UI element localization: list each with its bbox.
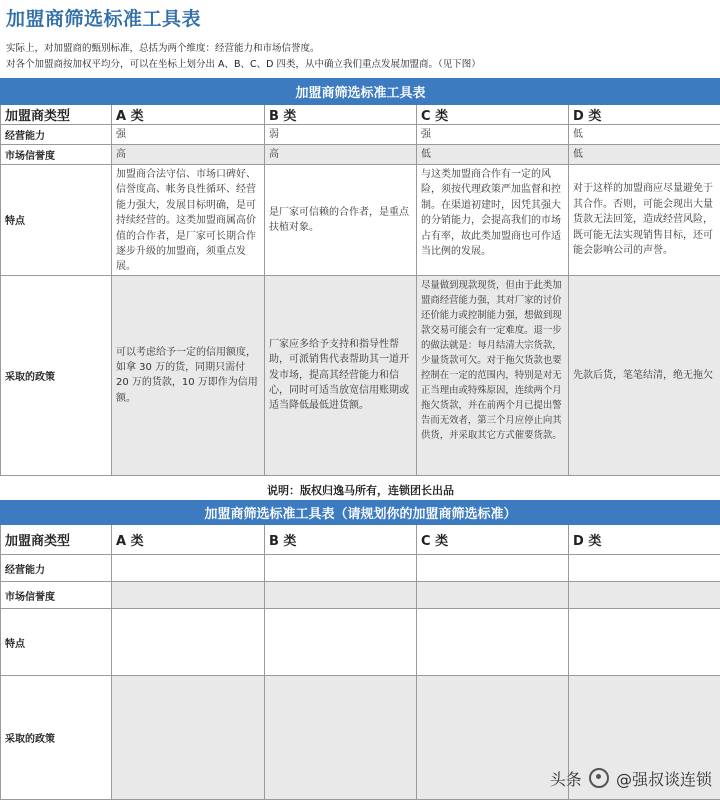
ability-c: 强 <box>417 125 569 145</box>
t2-header-b: B 类 <box>265 525 417 555</box>
header-d: D 类 <box>569 105 720 125</box>
row-label-ability: 经营能力 <box>1 125 112 145</box>
t2-row-label-credit: 市场信誉度 <box>1 582 112 609</box>
policy-c: 尽量做到现款现货，但由于此类加盟商经营能力强，其对厂家的讨价还价能力或控制能力强，想做到现款交易可能会有一定难度。退一步的做法就是：每月结清大宗货款，少量货款可欠。对于拖欠货款也要控制在一定的范围内，特别是对无正当理由或特殊原因，连续两个月拖欠货款，并在前两个月已提出警告而无效者，第三个月应停止向其供货，并采取其它方式催要货款。 <box>417 275 569 475</box>
traits-b: 是厂家可信赖的合作者，是重点扶植对象。 <box>265 165 417 276</box>
t2-row-label-policy: 采取的政策 <box>1 676 112 800</box>
watermark-name: @强叔谈连锁 <box>615 770 712 789</box>
ability-d: 低 <box>569 125 720 145</box>
t2-row-label-traits: 特点 <box>1 609 112 676</box>
header-b: B 类 <box>265 105 417 125</box>
t2-empty-cell[interactable] <box>417 676 569 800</box>
credit-b: 高 <box>265 145 417 165</box>
t2-header-d: D 类 <box>569 525 720 555</box>
t2-row-label-ability: 经营能力 <box>1 555 112 582</box>
t2-empty-cell[interactable] <box>569 582 720 609</box>
policy-b: 厂家应多给予支持和指导性帮助，可派销售代表帮助其一道开发市场，提高其经营能力和信心，同时可适当放宽信用账期或适当降低最低进货额。 <box>265 275 417 475</box>
t2-empty-cell[interactable] <box>265 676 417 800</box>
credit-c: 低 <box>417 145 569 165</box>
t2-empty-cell[interactable] <box>417 582 569 609</box>
planning-table <box>0 500 720 800</box>
copyright-notice: 说明：版权归逸马所有，连锁团长出品 <box>1 475 720 505</box>
t2-empty-cell[interactable] <box>417 555 569 582</box>
t2-empty-cell[interactable] <box>112 676 265 800</box>
row-label-traits: 特点 <box>1 165 112 276</box>
header-type: 加盟商类型 <box>1 105 112 125</box>
credit-a: 高 <box>112 145 265 165</box>
intro-line-1: 实际上，对加盟商的甄别标准，总括为两个维度：经营能力和市场信誉度。 <box>6 43 320 54</box>
t2-header-c: C 类 <box>417 525 569 555</box>
intro-line-2: 对各个加盟商按加权平均分，可以在坐标上划分出 A、B、C、D 四类，从中确立我们重点发展加盟商。（见下图） <box>6 59 481 70</box>
watermark <box>550 767 712 790</box>
table1-band-title: 加盟商筛选标准工具表 <box>1 79 720 105</box>
wechat-icon <box>589 768 609 788</box>
t2-empty-cell[interactable] <box>112 555 265 582</box>
table2-band-title: 加盟商筛选标准工具表（请规划你的加盟商筛选标准） <box>1 501 720 525</box>
t2-empty-cell[interactable] <box>265 555 417 582</box>
ability-b: 弱 <box>265 125 417 145</box>
row-label-policy: 采取的政策 <box>1 275 112 475</box>
t2-empty-cell[interactable] <box>112 609 265 676</box>
policy-d: 先款后货，笔笔结清，绝无拖欠 <box>569 275 720 475</box>
t2-empty-cell[interactable] <box>265 609 417 676</box>
t2-empty-cell[interactable] <box>569 609 720 676</box>
t2-empty-cell[interactable] <box>569 555 720 582</box>
row-label-credit: 市场信誉度 <box>1 145 112 165</box>
watermark-prefix: 头条 <box>549 770 582 789</box>
screening-table <box>0 78 720 506</box>
credit-d: 低 <box>569 145 720 165</box>
document-title: 加盟商筛选标准工具表 <box>6 8 202 30</box>
traits-a: 加盟商合法守信、市场口碑好、信誉度高、帐务良性循环、经营能力强大，发展目标明确，是可持续经营的。这类加盟商属高价值的合作者，是厂家可长期合作逐步升级的加盟商，须重点发展。 <box>112 165 265 276</box>
t2-empty-cell[interactable] <box>112 582 265 609</box>
traits-c: 与这类加盟商合作有一定的风险，须按代理政策严加监督和控制。在渠道初建时，因凭其强大的分销能力，会提高我们的市场占有率，故此类加盟商也可作适当比例的发展。 <box>417 165 569 276</box>
traits-d: 对于这样的加盟商应尽量避免于其合作。否则，可能会现出大量货款无法回笼，造成经营风险，既可能无法实现销售目标，还可能会影响公司的声誉。 <box>569 165 720 276</box>
header-a: A 类 <box>112 105 265 125</box>
policy-a: 可以考虑给予一定的信用额度，如拿 30 万的货，同期只需付 20 万的货款，10 万即作为信用额。 <box>112 275 265 475</box>
t2-empty-cell[interactable] <box>417 609 569 676</box>
ability-a: 强 <box>112 125 265 145</box>
t2-empty-cell[interactable] <box>265 582 417 609</box>
t2-header-type: 加盟商类型 <box>1 525 112 555</box>
t2-header-a: A 类 <box>112 525 265 555</box>
header-c: C 类 <box>417 105 569 125</box>
